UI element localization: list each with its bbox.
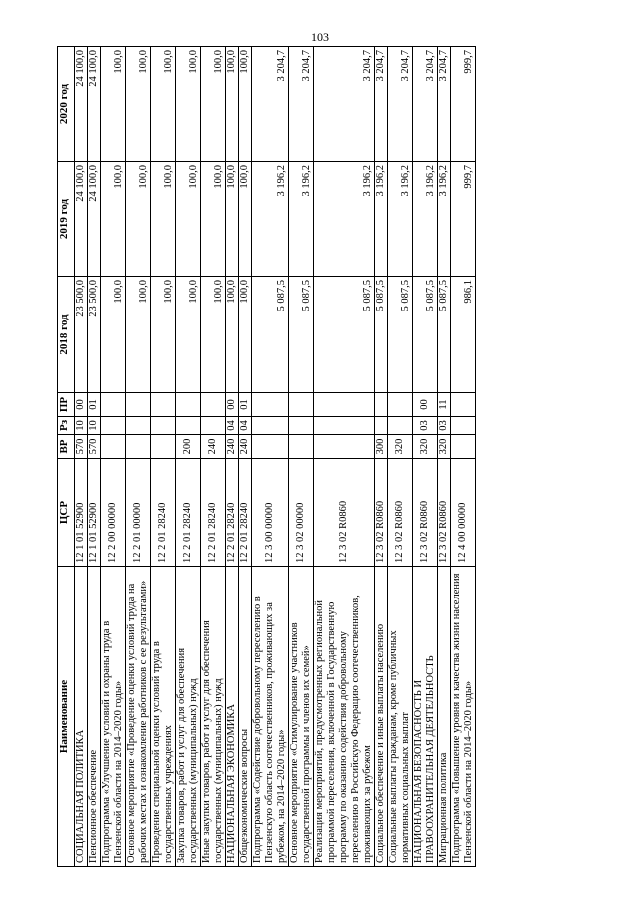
row-name: Миграционная политика — [438, 567, 451, 867]
row-2019: 24 100,0 — [75, 162, 88, 277]
table-row — [451, 47, 476, 867]
table-row — [375, 47, 388, 867]
row-2019: 100,0 — [126, 162, 151, 277]
row-pr — [375, 393, 388, 417]
row-2018: 5 087,5 — [289, 277, 314, 393]
row-2020: 100,0 — [126, 47, 151, 162]
table-row — [101, 47, 126, 867]
row-vr — [126, 435, 151, 459]
row-2018: 23 500,0 — [88, 277, 101, 393]
row-2020: 100,0 — [176, 47, 201, 162]
header-vr: ВР — [58, 435, 75, 459]
row-2019: 3 196,2 — [252, 162, 289, 277]
row-2020: 3 204,7 — [413, 47, 438, 162]
row-csr: 12 2 01 28240 — [151, 459, 176, 567]
row-2019: 3 196,2 — [438, 162, 451, 277]
row-2019: 100,0 — [226, 162, 239, 277]
row-csr: 12 2 01 28240 — [239, 459, 252, 567]
table-row — [151, 47, 176, 867]
row-2018: 5 087,5 — [413, 277, 438, 393]
row-rz: 03 — [413, 417, 438, 435]
row-pr — [176, 393, 201, 417]
row-pr — [289, 393, 314, 417]
row-vr: 240 — [239, 435, 252, 459]
table-row — [289, 47, 314, 867]
table-row — [252, 47, 289, 867]
row-csr: 12 3 02 R0860 — [388, 459, 413, 567]
header-pr: ПР — [58, 393, 75, 417]
row-2018: 100,0 — [176, 277, 201, 393]
row-2018: 986,1 — [451, 277, 476, 393]
row-vr: 320 — [413, 435, 438, 459]
row-pr: 01 — [239, 393, 252, 417]
row-vr — [252, 435, 289, 459]
row-name: Основное мероприятие «Проведение оценки условий труда на рабочих местах и ознакомление работников с ее результатами» — [126, 567, 151, 867]
row-2020: 3 204,7 — [375, 47, 388, 162]
row-2019: 3 196,2 — [314, 162, 375, 277]
rotated-budget-table-container — [57, 47, 585, 867]
row-2018: 100,0 — [201, 277, 226, 393]
row-2018: 100,0 — [126, 277, 151, 393]
row-vr: 240 — [226, 435, 239, 459]
row-rz — [201, 417, 226, 435]
table-row — [75, 47, 88, 867]
row-pr — [451, 393, 476, 417]
row-rz: 04 — [226, 417, 239, 435]
row-name: Реализация мероприятий, предусмотренных региональной программой переселения, включенной в Государственную программу по оказанию содействия добровольному переселению в Российскую Федерацию соотечественников, проживающих за рубежом — [314, 567, 375, 867]
row-csr: 12 2 01 00000 — [126, 459, 151, 567]
row-2020: 100,0 — [201, 47, 226, 162]
row-name: НАЦИОНАЛЬНАЯ БЕЗОПАСНОСТЬ И ПРАВООХРАНИТЕЛЬНАЯ ДЕЯТЕЛЬНОСТЬ — [413, 567, 438, 867]
row-vr — [314, 435, 375, 459]
row-2018: 5 087,5 — [375, 277, 388, 393]
row-rz — [252, 417, 289, 435]
row-name: Подпрограмма «Содействие добровольному переселению в Пензенскую область соотечественников, проживающих за рубежом, на 2014–2020 годы» — [252, 567, 289, 867]
row-vr: 320 — [438, 435, 451, 459]
row-2019: 3 196,2 — [289, 162, 314, 277]
table-row — [413, 47, 438, 867]
row-pr — [151, 393, 176, 417]
table-row — [239, 47, 252, 867]
row-csr: 12 3 02 R0860 — [375, 459, 388, 567]
row-2019: 999,7 — [451, 162, 476, 277]
row-2019: 100,0 — [176, 162, 201, 277]
row-2018: 100,0 — [226, 277, 239, 393]
row-vr: 320 — [388, 435, 413, 459]
budget-table — [57, 46, 476, 867]
row-2020: 100,0 — [239, 47, 252, 162]
row-name: Закупка товаров, работ и услуг для обеспечения государственных (муниципальных) нужд — [176, 567, 201, 867]
row-pr — [126, 393, 151, 417]
row-2020: 100,0 — [226, 47, 239, 162]
row-rz — [101, 417, 126, 435]
row-2018: 100,0 — [239, 277, 252, 393]
table-row — [176, 47, 201, 867]
row-csr: 12 4 00 00000 — [451, 459, 476, 567]
row-rz — [388, 417, 413, 435]
table-row — [126, 47, 151, 867]
row-2020: 3 204,7 — [438, 47, 451, 162]
row-rz — [176, 417, 201, 435]
table-row — [388, 47, 413, 867]
row-2019: 3 196,2 — [388, 162, 413, 277]
header-csr: ЦСР — [58, 459, 75, 567]
row-2019: 3 196,2 — [375, 162, 388, 277]
row-csr: 12 2 00 00000 — [101, 459, 126, 567]
row-2018: 100,0 — [101, 277, 126, 393]
row-vr: 570 — [75, 435, 88, 459]
row-name: Подпрограмма «Улучшение условий и охраны труда в Пензенской области на 2014–2020 годы» — [101, 567, 126, 867]
row-pr — [252, 393, 289, 417]
row-2018: 100,0 — [151, 277, 176, 393]
row-2018: 5 087,5 — [252, 277, 289, 393]
row-name: Проведение специальной оценки условий труда в государственных учреждениях — [151, 567, 176, 867]
row-pr: 11 — [438, 393, 451, 417]
row-csr: 12 3 02 R0860 — [413, 459, 438, 567]
row-rz — [375, 417, 388, 435]
row-2019: 3 196,2 — [413, 162, 438, 277]
row-csr: 12 2 01 28240 — [201, 459, 226, 567]
row-vr: 300 — [375, 435, 388, 459]
row-2019: 100,0 — [239, 162, 252, 277]
row-name: Общеэкономические вопросы — [239, 567, 252, 867]
row-csr: 12 1 01 52900 — [75, 459, 88, 567]
row-2020: 100,0 — [101, 47, 126, 162]
row-name: Социальное обеспечение и иные выплаты населению — [375, 567, 388, 867]
row-2020: 999,7 — [451, 47, 476, 162]
row-vr — [151, 435, 176, 459]
row-2019: 100,0 — [101, 162, 126, 277]
row-pr — [101, 393, 126, 417]
row-pr: 01 — [88, 393, 101, 417]
row-name: НАЦИОНАЛЬНАЯ ЭКОНОМИКА — [226, 567, 239, 867]
row-csr: 12 2 01 28240 — [226, 459, 239, 567]
row-2018: 23 500,0 — [75, 277, 88, 393]
table-row — [226, 47, 239, 867]
header-2018: 2018 год — [58, 277, 75, 393]
row-vr: 240 — [201, 435, 226, 459]
header-2019: 2019 год — [58, 162, 75, 277]
row-name: Пенсионное обеспечение — [88, 567, 101, 867]
row-csr: 12 3 02 R0860 — [438, 459, 451, 567]
row-rz — [126, 417, 151, 435]
row-rz — [451, 417, 476, 435]
row-name: Подпрограмма «Повышение уровня и качества жизни населения Пензенской области на 2014–2020 годы» — [451, 567, 476, 867]
row-2020: 100,0 — [151, 47, 176, 162]
table-row — [201, 47, 226, 867]
row-rz — [289, 417, 314, 435]
table-row — [88, 47, 101, 867]
row-2020: 3 204,7 — [289, 47, 314, 162]
row-2019: 100,0 — [151, 162, 176, 277]
row-2020: 24 100,0 — [88, 47, 101, 162]
row-name: Основное мероприятие «Стимулирование участников государственной программы и членов их семей» — [289, 567, 314, 867]
table-header-row — [58, 47, 75, 867]
table-row — [314, 47, 375, 867]
row-pr: 00 — [413, 393, 438, 417]
row-2018: 5 087,5 — [314, 277, 375, 393]
row-2018: 5 087,5 — [388, 277, 413, 393]
row-2020: 3 204,7 — [388, 47, 413, 162]
row-rz: 03 — [438, 417, 451, 435]
row-2020: 3 204,7 — [252, 47, 289, 162]
row-csr: 12 3 02 R0860 — [314, 459, 375, 567]
row-rz: 04 — [239, 417, 252, 435]
row-rz — [151, 417, 176, 435]
header-2020: 2020 год — [58, 47, 75, 162]
row-name: Социальные выплаты гражданам, кроме публичных нормативных социальных выплат — [388, 567, 413, 867]
row-vr: 570 — [88, 435, 101, 459]
row-csr: 12 3 02 00000 — [289, 459, 314, 567]
row-vr — [101, 435, 126, 459]
page-number: 103 — [311, 30, 329, 44]
header-name: Наименование — [58, 567, 75, 867]
row-csr: 12 1 01 52900 — [88, 459, 101, 567]
row-2019: 24 100,0 — [88, 162, 101, 277]
table-row — [438, 47, 451, 867]
row-2020: 3 204,7 — [314, 47, 375, 162]
row-pr — [201, 393, 226, 417]
row-pr — [314, 393, 375, 417]
row-rz: 10 — [75, 417, 88, 435]
row-csr: 12 2 01 28240 — [176, 459, 201, 567]
row-vr — [451, 435, 476, 459]
row-rz — [314, 417, 375, 435]
row-vr: 200 — [176, 435, 201, 459]
row-2020: 24 100,0 — [75, 47, 88, 162]
row-csr: 12 3 00 00000 — [252, 459, 289, 567]
row-rz: 10 — [88, 417, 101, 435]
row-2019: 100,0 — [201, 162, 226, 277]
header-rz: Рз — [58, 417, 75, 435]
row-2018: 5 087,5 — [438, 277, 451, 393]
row-name: Иные закупки товаров, работ и услуг для обеспечения государственных (муниципальных) нужд — [201, 567, 226, 867]
row-pr: 00 — [226, 393, 239, 417]
row-name: СОЦИАЛЬНАЯ ПОЛИТИКА — [75, 567, 88, 867]
row-vr — [289, 435, 314, 459]
row-pr — [388, 393, 413, 417]
row-pr: 00 — [75, 393, 88, 417]
